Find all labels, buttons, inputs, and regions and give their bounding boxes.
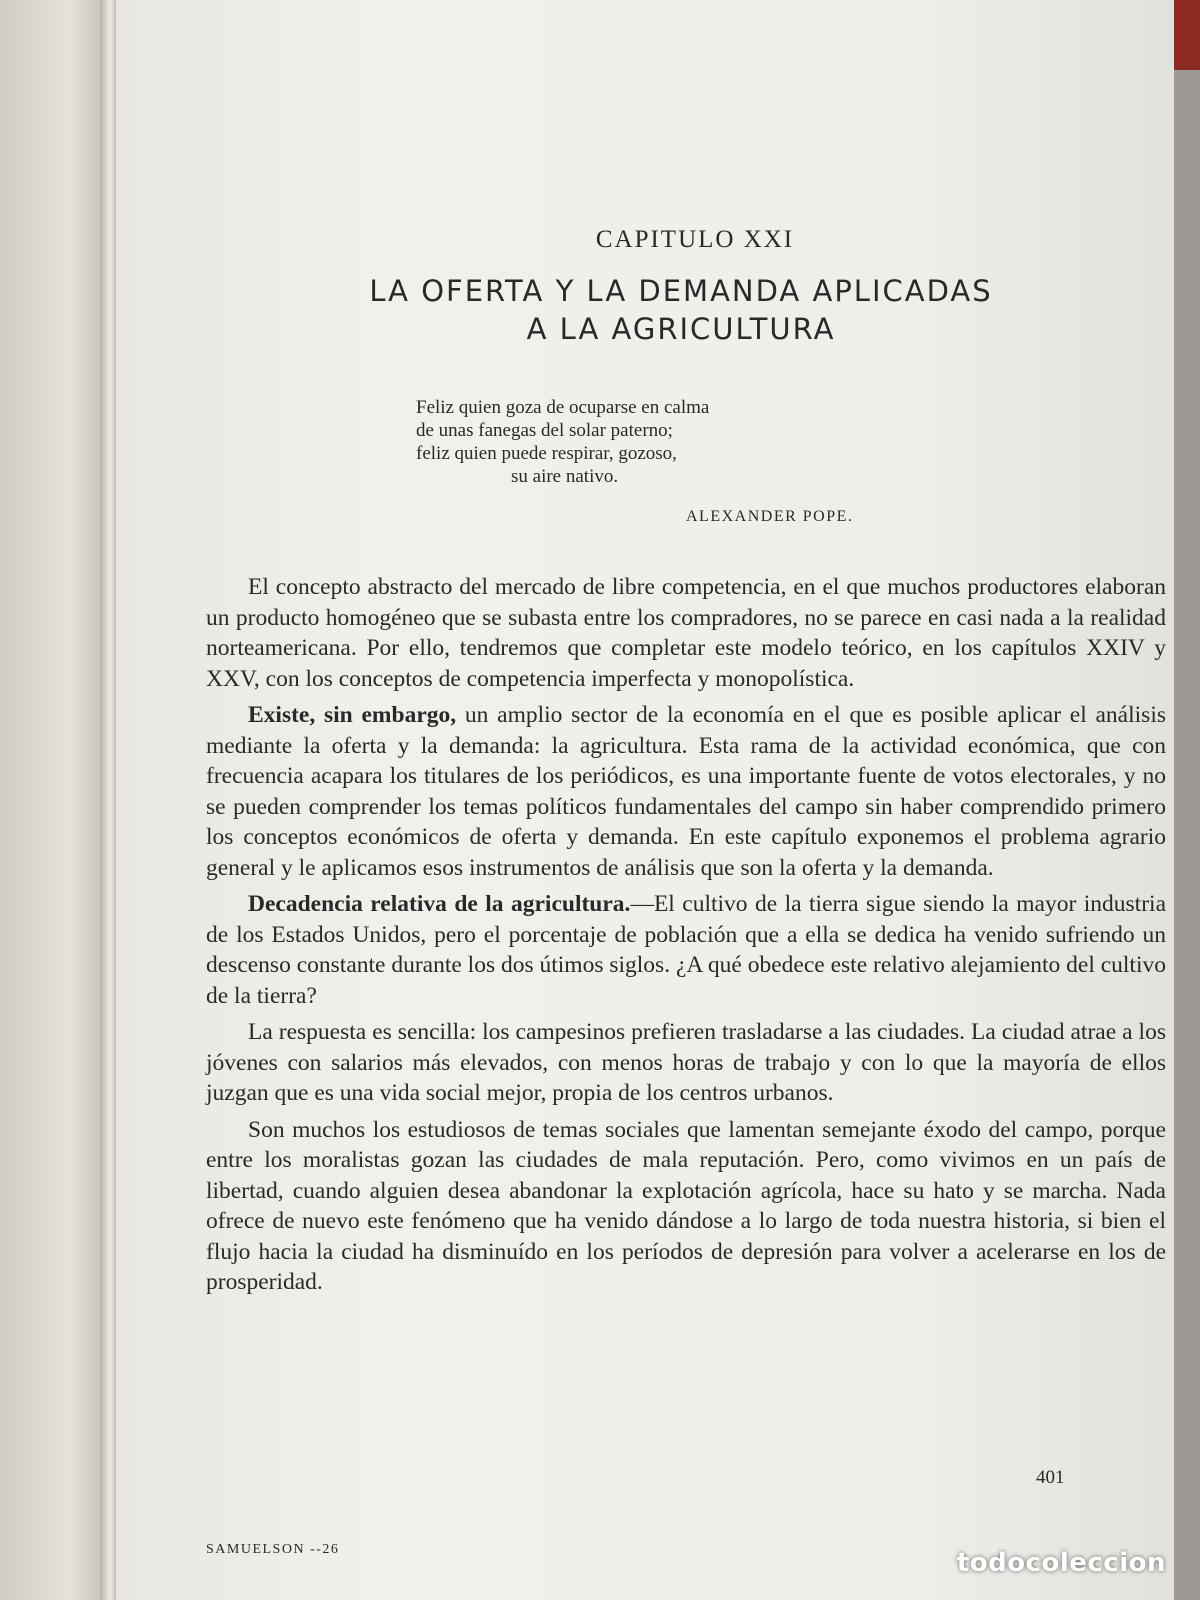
book-page: [116, 0, 1174, 1600]
book-cover-edge: [1174, 70, 1200, 1600]
epigraph-line: Feliz quien goza de ocuparse en calma: [416, 397, 710, 418]
epigraph-line: feliz quien puede respirar, gozoso,: [416, 443, 677, 464]
signature-mark: SAMUELSON --26: [206, 1542, 340, 1557]
chapter-title-line-2: A LA AGRICULTURA: [526, 312, 836, 346]
body-text: [206, 572, 1166, 1304]
epigraph-line: su aire nativo.: [416, 466, 619, 487]
chapter-title-line-1: LA OFERTA Y LA DEMANDA APLICADAS: [369, 274, 993, 308]
paragraph-text: —El cultivo de la tierra sigue siendo la mayor industria de los Estados Unidos, pero el porcentaje de población que a ella se dedica ha venido sufriendo un descenso constante durante los dos útimos siglos. ¿A qué obedece este relativo alejamiento del cultivo de la tierra?: [206, 891, 1166, 1009]
page-number: 401: [1036, 1467, 1065, 1488]
previous-page-edge: [0, 0, 116, 1600]
paragraph-text: El concepto abstracto del mercado de libre competencia, en el que muchos productores elaboran un producto homogéneo que se subasta entre los compradores, no se parece en casi nada a la realidad norteamericana. Por ello, tendremos que completar este modelo teórico, en los capítulos XXIV y XXV, con los conceptos de competencia imperfecta y monopolística.: [206, 574, 1166, 692]
epigraph-author: ALEXANDER POPE.: [686, 508, 854, 525]
paragraph: [206, 1017, 1166, 1109]
epigraph-line: de unas fanegas del solar paterno;: [416, 420, 673, 441]
watermark-logo: todocoleccion: [956, 1548, 1166, 1578]
paragraph: [206, 572, 1166, 694]
paragraph-text: Son muchos los estudiosos de temas sociales que lamentan semejante éxodo del campo, porque entre los moralistas gozan las ciudades de mala reputación. Pero, como vivimos en un país de libertad, cuando alguien desea abandonar la explotación agrícola, hace su hato y se marcha. Nada ofrece de nuevo este fenómeno que ha venido dándose a lo largo de toda nuestra historia, si bien el flujo hacia la ciudad ha disminuído en los períodos de depresión para volver a acelerarse en los de prosperidad.: [206, 1116, 1166, 1295]
paragraph-lead: Existe, sin embargo,: [248, 702, 457, 728]
epigraph: [416, 396, 709, 488]
paragraph-lead: Decadencia relativa de la agricultura.: [248, 891, 631, 917]
paragraph-text: La respuesta es sencilla: los campesinos prefieren trasladarse a las ciudades. La ciudad atrae a los jóvenes con salarios más elevados, con menos horas de trabajo y con lo que la mayoría de ellos juzgan que es una vida social mejor, propia de los centros urbanos.: [206, 1019, 1166, 1106]
paragraph: [206, 700, 1166, 883]
chapter-number: CAPITULO XXI: [595, 226, 795, 253]
paragraph: [206, 1115, 1166, 1298]
paragraph: [206, 889, 1166, 1011]
chapter-title: [266, 272, 1096, 348]
paragraph-text: un amplio sector de la economía en el que es posible aplicar el análisis mediante la oferta y la demanda: la agricultura. Esta rama de la actividad económica, que con frecuencia acapara los titulares de los periódicos, es una importante fuente de votos electorales, y no se pueden comprender los temas políticos fundamentales del campo sin haber comprendido primero los conceptos económicos de oferta y demanda. En este capítulo exponemos el problema agrario general y le aplicamos esos instrumentos de análisis que son la oferta y la demanda.: [206, 702, 1166, 881]
